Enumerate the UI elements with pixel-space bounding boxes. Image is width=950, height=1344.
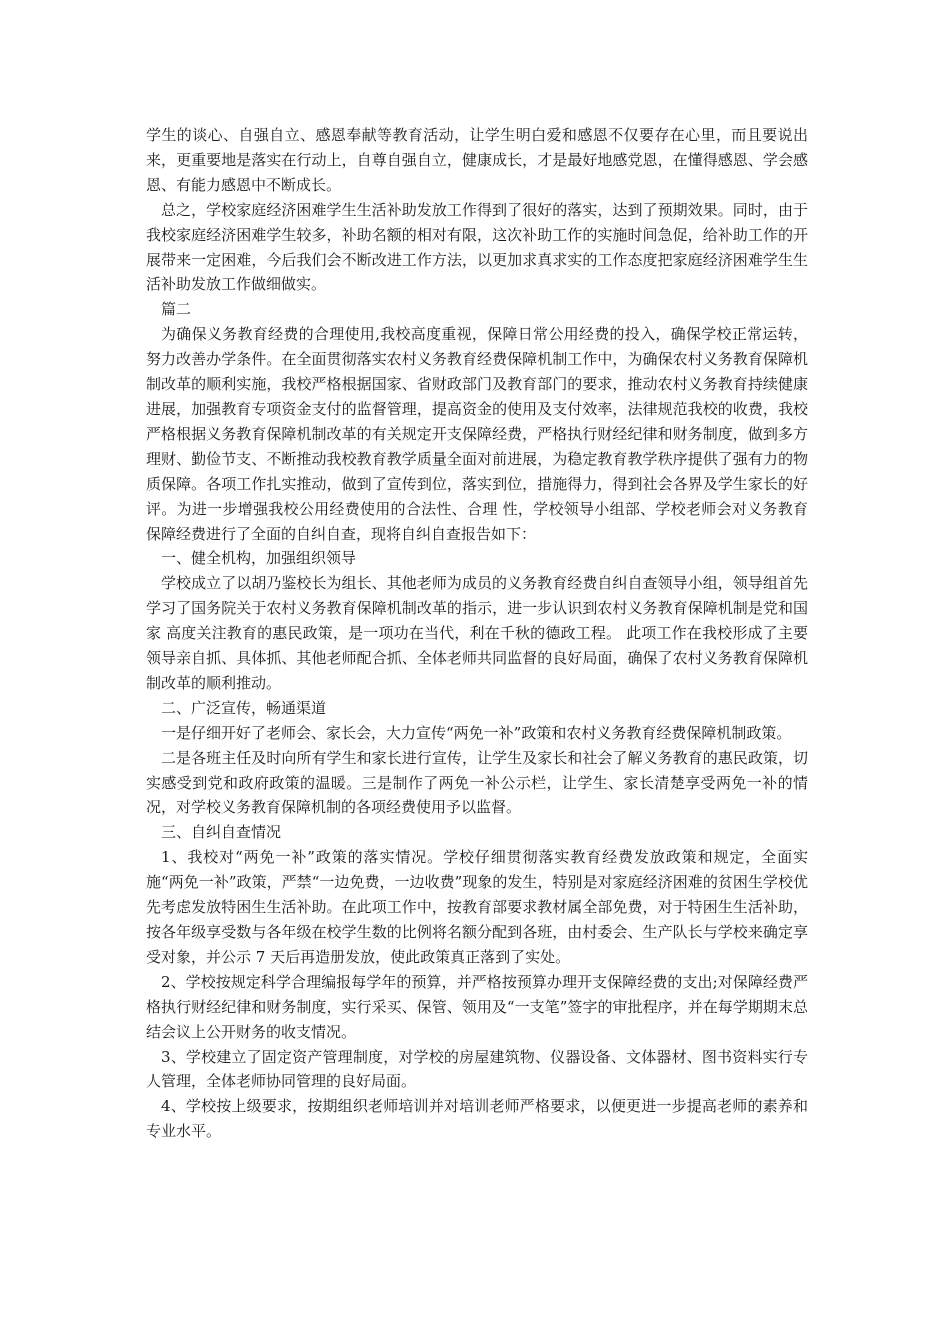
paragraph: 一是仔细开好了老师会、家长会，大力宣传“两免一补”政策和农村义务教育经费保障机制政策。 [161, 723, 792, 742]
paragraph: 为确保义务教育经费的合理使用,我校高度重视，保障日常公用经费的投入，确保学校正常运转，努力改善办学条件。在全面贯彻落实农村义务教育经费保障机制工作中，为确保农村义务教育保障机制改革的顺利实施，我校严格根据国家、省财政部门及教育部门的要求，推动农村义务教育持续健康进展，加强教育专项资金支付的监督管理，提高资金的使用及支付效率，法律规范我校的收费，我校严格根据义务教育保障机制改革的有关规定开支保障经费，严格执行财经纪律和财务制度，做到多方理财、勤俭节支、不断推动我校教育教学质量全面对前进展，为稳定教育教学秩序提供了强有力的物质保障。各项工作扎实推动，做到了宣传到位，落实到位，措施得力，得到社会各界及学生家长的好评。为进一步增强我校公用经费使用的合法性、合理 性，学校领导小组部、学校老师会对义务教育保障经费进行了全面的自纠自查，现将自纠自查报告如下： [146, 325, 808, 543]
list-item: 2、学校按规定科学合理编报每学年的预算，并严格按预算办理开支保障经费的支出;对保障经费严格执行财经纪律和财务制度，实行采买、保管、领用及“一支笔”签字的审批程序，并在每学期期末总结会议上公开财务的收支情况。 [146, 972, 808, 1041]
list-item: 3、学校建立了固定资产管理制度，对学校的房屋建筑物、仪器设备、文体器材、图书资料实行专人管理，全体老师协同管理的良好局面。 [146, 1047, 808, 1091]
paragraph: 二是各班主任及时向所有学生和家长进行宣传，让学生及家长和社会了解义务教育的惠民政策，切实感受到党和政府政策的温暖。三是制作了两免一补公示栏，让学生、家长清楚享受两免一补的情况，对学校义务教育保障机制的各项经费使用予以监督。 [146, 748, 808, 817]
section-heading: 三、自纠自查情况 [161, 823, 282, 842]
paragraph: 学生的谈心、自强自立、感恩奉献等教育活动，让学生明白爱和感恩不仅要存在心里，而且要说出来，更重要地是落实在行动上，自尊自强自立，健康成长，才是最好地感党恩，在懂得感恩、学会感恩、有能力感恩中不断成长。 [146, 126, 808, 194]
paragraph: 总之，学校家庭经济困难学生生活补助发放工作得到了很好的落实，达到了预期效果。同时，由于我校家庭经济困难学生较多，补助名额的相对有限，这次补助工作的实施时间急促，给补助工作的开展带来一定困难，今后我们会不断改进工作方法，以更加求真求实的工作态度把家庭经济困难学生生活补助发放工作做细做实。 [146, 200, 808, 294]
document-body [146, 123, 808, 1144]
section-heading: 一、健全机构，加强组织领导 [161, 549, 357, 568]
section-heading: 篇二 [161, 300, 192, 319]
list-item: 4、学校按上级要求，按期组织老师培训并对培训老师严格要求，以便更进一步提高老师的素养和专业水平。 [146, 1097, 808, 1141]
paragraph: 学校成立了以胡乃鉴校长为组长、其他老师为成员的义务教育经费自纠自查领导小组，领导组首先学习了国务院关于农村义务教育保障机制改革的指示，进一步认识到农村义务教育保障机制是党和国家 高度关注教育的惠民政策，是一项功在当代，利在千秋的德政工程。 此项工作在我校形成了主要领导亲自抓、具体抓、其他老师配合抓、全体老师共同监督的良好局面，确保了农村义务教育保障机制改革的顺利推动。 [146, 574, 808, 692]
list-item: 1、我校对“两免一补”政策的落实情况。学校仔细贯彻落实教育经费发放政策和规定，全面实施“两免一补”政策，严禁“一边免费，一边收费”现象的发生，特别是对家庭经济困难的贫困生学校优先考虑发放特困生生活补助。在此项工作中，按教育部要求教材属全部免费，对于特困生生活补助，按各年级享受数与各年级在校学生数的比例将名额分配到各班，由村委会、生产队长与学校来确定享受对象，并公示 7 天后再造册发放，使此政策真正落到了实处。 [146, 848, 808, 966]
section-heading: 二、广泛宣传，畅通渠道 [161, 698, 327, 717]
